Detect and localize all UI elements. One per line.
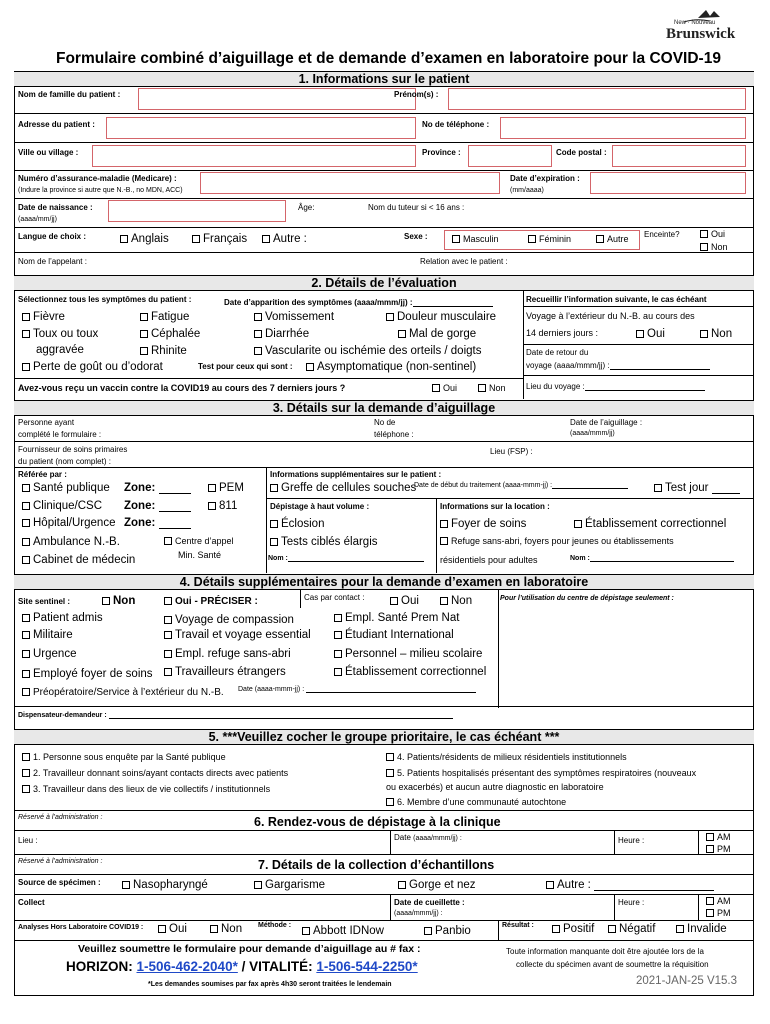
- option-ambulance[interactable]: Ambulance N.-B.: [22, 536, 120, 548]
- priority-group-4[interactable]: 4. Patients/résidents de milieux résidentiels institutionnels: [386, 752, 627, 762]
- label-lieu-6: Lieu :: [18, 836, 38, 845]
- label-info-lieu: Informations sur la location :: [440, 502, 550, 511]
- checkbox-icon: [700, 243, 708, 251]
- option-urgence[interactable]: Urgence: [22, 648, 76, 660]
- label-zone-1: Zone:: [124, 482, 191, 494]
- checkbox-icon: [706, 833, 714, 841]
- label-centre-depistage: Pour l’utilisation du centre de dépistage seulement :: [500, 595, 674, 602]
- label-date-aiguillage: Date de l’aiguillage :: [570, 418, 643, 427]
- label-medicare: Numéro d’assurance-maladie (Medicare) :: [18, 174, 177, 183]
- option-enceinte-oui[interactable]: Oui: [700, 229, 725, 239]
- label-symptomes: Sélectionnez tous les symptômes du patient :: [18, 295, 192, 304]
- label-refuge-2: résidentiels pour adultes: [440, 555, 538, 565]
- checkbox-icon: [270, 538, 278, 546]
- province-field[interactable]: [468, 145, 552, 167]
- checkbox-icon: [546, 881, 554, 889]
- option-voyage-oui[interactable]: Oui: [636, 328, 665, 340]
- checkbox-icon: [22, 614, 30, 622]
- checkbox-icon: [398, 881, 406, 889]
- checkbox-icon: [164, 631, 172, 639]
- option-hopital[interactable]: Hôpital/Urgence: [22, 517, 115, 529]
- option-contact-oui[interactable]: Oui: [390, 595, 419, 607]
- naissance-field[interactable]: [108, 200, 286, 222]
- checkbox-icon: [254, 347, 262, 355]
- option-analyses-non[interactable]: Non: [210, 923, 242, 935]
- checkbox-icon: [432, 384, 440, 392]
- date-cueillette-format: (aaaa/mmm/jj) :: [394, 910, 443, 917]
- checkbox-icon: [302, 927, 310, 935]
- date-aiguillage-format: (aaaa/mmm/jj): [570, 430, 615, 437]
- checkbox-icon: [22, 519, 30, 527]
- option-feminin[interactable]: Féminin: [528, 234, 571, 244]
- label-analyses: Analyses Hors Laboratoire COVID19 :: [18, 924, 144, 931]
- option-am-7[interactable]: AM: [706, 896, 731, 906]
- checkbox-icon: [22, 785, 30, 793]
- label-nom-depistage: Nom :: [268, 555, 424, 562]
- label-date-cueillette: Date de cueillette :: [394, 898, 465, 907]
- checkbox-icon: [120, 235, 128, 243]
- section-5-header: 5. ***Veuillez cocher le groupe prioritaire, le cas échéant ***: [14, 729, 754, 745]
- checkbox-icon: [158, 925, 166, 933]
- symptom-vomissement[interactable]: Vomissement: [254, 311, 334, 323]
- checkbox-icon: [574, 520, 582, 528]
- nom-famille-field[interactable]: [138, 88, 416, 110]
- adresse-field[interactable]: [106, 117, 416, 139]
- ville-field[interactable]: [92, 145, 416, 167]
- symptom-cephalee[interactable]: Céphalée: [140, 328, 200, 340]
- checkbox-icon: [22, 556, 30, 564]
- checkbox-icon: [22, 650, 30, 658]
- option-abbott[interactable]: Abbott IDNow: [302, 925, 384, 937]
- label-date-debut: Date de début du traitement (aaaa-mmm-jj) :: [414, 482, 628, 489]
- checkbox-icon: [440, 520, 448, 528]
- option-voyage-non[interactable]: Non: [700, 328, 732, 340]
- vitalite-label: VITALITÉ:: [249, 959, 317, 974]
- option-contact-non[interactable]: Non: [440, 595, 472, 607]
- option-clinique[interactable]: Clinique/CSC: [22, 500, 102, 512]
- option-gorge-nez[interactable]: Gorge et nez: [398, 879, 475, 891]
- option-etab-corr-4[interactable]: Établissement correctionnel: [334, 666, 486, 678]
- label-preop-date: Date (aaaa-mmm-jj) :: [238, 686, 476, 693]
- label-heure-7: Heure :: [618, 898, 645, 907]
- label-zone-3: Zone:: [124, 517, 191, 529]
- priority-group-1[interactable]: 1. Personne sous enquête par la Santé publique: [22, 752, 226, 762]
- checkbox-icon: [270, 484, 278, 492]
- ship-icon: [698, 10, 720, 18]
- horizon-fax-link[interactable]: 1-506-462-2040*: [136, 959, 238, 974]
- section-4-header: 4. Détails supplémentaires pour la demande d’examen en laboratoire: [14, 574, 754, 590]
- label-info-supp: Informations supplémentaires sur le patient :: [270, 470, 442, 479]
- checkbox-icon: [700, 330, 708, 338]
- checkbox-icon: [102, 597, 110, 605]
- option-vaccin-non[interactable]: Non: [478, 383, 506, 393]
- checkbox-icon: [334, 650, 342, 658]
- checkbox-icon: [208, 502, 216, 510]
- checkbox-icon: [636, 330, 644, 338]
- symptom-toux[interactable]: Toux ou toux: [22, 328, 98, 340]
- label-telephone: No de téléphone :: [422, 120, 490, 129]
- option-empl-refuge[interactable]: Empl. refuge sans-abri: [164, 648, 291, 660]
- checkbox-icon: [192, 235, 200, 243]
- priority-group-5[interactable]: 5. Patients hospitalisés présentant des symptômes respiratoires (nouveaux: [386, 768, 696, 778]
- symptom-fatigue[interactable]: Fatigue: [140, 311, 189, 323]
- checkbox-icon: [440, 597, 448, 605]
- section-1-header: 1. Informations sur le patient: [14, 71, 754, 87]
- checkbox-icon: [452, 235, 460, 243]
- option-gargarisme[interactable]: Gargarisme: [254, 879, 325, 891]
- label-vaccin: Avez-vous reçu un vaccin contre la COVID19 au cours des 7 derniers jours ?: [18, 383, 346, 393]
- vitalite-fax-link[interactable]: 1-506-544-2250*: [316, 959, 418, 974]
- checkbox-icon: [140, 330, 148, 338]
- label-adresse: Adresse du patient :: [18, 120, 95, 129]
- logo-top-text: New · Nouveau: [674, 20, 716, 26]
- option-preoperatoire[interactable]: Préopératoire/Service à l’extérieur du N.-B.: [22, 687, 224, 698]
- symptom-diarrhee[interactable]: Diarrhée: [254, 328, 309, 340]
- section-3-header: 3. Détails sur la demande d’aiguillage: [14, 400, 754, 416]
- option-voyage-compassion[interactable]: Voyage de compassion: [164, 614, 294, 626]
- option-masculin[interactable]: Masculin: [452, 234, 499, 244]
- label-date-6: Date (aaaa/mmm/jj) :: [394, 833, 462, 842]
- label-voyage-1: Voyage à l’extérieur du N.-B. au cours des: [526, 311, 695, 321]
- label-no-tel-1: No de: [374, 418, 396, 427]
- checkbox-icon: [386, 769, 394, 777]
- label-resultat: Résultat :: [502, 922, 534, 929]
- label-nom-famille: Nom de famille du patient :: [18, 90, 121, 99]
- expiration-field[interactable]: [590, 172, 746, 194]
- label-code-postal: Code postal :: [556, 148, 607, 157]
- label-zone-2: Zone:: [124, 500, 191, 512]
- footer-note: *Les demandes soumises par fax après 4h30 seront traitées le lendemain: [148, 981, 392, 988]
- label-age: Âge:: [298, 203, 315, 212]
- label-recueillir: Recueillir l’information suivante, le cas échéant: [526, 295, 707, 304]
- label-enceinte: Enceinte?: [644, 230, 680, 239]
- checkbox-icon: [706, 897, 714, 905]
- checkbox-icon: [334, 614, 342, 622]
- checkbox-icon: [22, 688, 30, 696]
- symptom-perte-gout[interactable]: Perte de goût ou d’odorat: [22, 361, 163, 373]
- label-depistage: Dépistage à haut volume :: [270, 502, 370, 511]
- symptom-vascularite[interactable]: Vascularite ou ischémie des orteils / doigts: [254, 345, 481, 357]
- option-greffe[interactable]: Greffe de cellules souches: [270, 482, 416, 494]
- checkbox-icon: [164, 650, 172, 658]
- checkbox-icon: [596, 235, 604, 243]
- checkbox-icon: [22, 631, 30, 639]
- label-referee: Référée par :: [18, 470, 67, 479]
- option-pm-7[interactable]: PM: [706, 908, 731, 918]
- option-autre-source[interactable]: Autre :: [546, 879, 714, 891]
- checkbox-icon: [164, 668, 172, 676]
- logo-main-text: Brunswick: [666, 26, 736, 42]
- label-heure-6: Heure :: [618, 836, 645, 845]
- label-reserve-7: Réservé à l’administration :: [18, 858, 103, 865]
- footer-fax-line: Veuillez soumettre le formulaire pour demande d’aiguillage au # fax :: [78, 943, 421, 955]
- checkbox-icon: [140, 347, 148, 355]
- checkbox-icon: [386, 753, 394, 761]
- checkbox-icon: [608, 925, 616, 933]
- label-cas-contact: Cas par contact :: [304, 593, 365, 602]
- checkbox-icon: [164, 537, 172, 545]
- option-centre-appel[interactable]: Centre d’appel: [164, 536, 234, 546]
- checkbox-icon: [122, 881, 130, 889]
- option-etudiant[interactable]: Étudiant International: [334, 629, 454, 641]
- option-travail-voyage[interactable]: Travail et voyage essential: [164, 629, 311, 641]
- priority-group-6[interactable]: 6. Membre d’une communauté autochtone: [386, 797, 566, 807]
- label-no-tel-2: téléphone :: [374, 430, 414, 439]
- option-tests-cibles[interactable]: Tests ciblés élargis: [270, 536, 378, 548]
- label-naissance: Date de naissance :: [18, 203, 93, 212]
- label-langue: Langue de choix :: [18, 232, 87, 241]
- option-sentinel-oui[interactable]: Oui - PRÉCISER :: [164, 596, 258, 607]
- option-refuge[interactable]: Refuge sans-abri, foyers pour jeunes ou établissements: [440, 536, 674, 546]
- footer-right-2: collecte du spécimen avant de soumettre la réquisition: [516, 960, 709, 969]
- label-retour-2: voyage (aaaa/mmm/jj) :: [526, 361, 710, 370]
- label-fournisseur-1: Fournisseur de soins primaires: [18, 445, 128, 454]
- option-positif[interactable]: Positif: [552, 923, 594, 935]
- checkbox-icon: [700, 230, 708, 238]
- checkbox-icon: [440, 537, 448, 545]
- option-pm-6[interactable]: PM: [706, 844, 731, 854]
- checkbox-icon: [334, 631, 342, 639]
- label-methode: Méthode :: [258, 922, 292, 929]
- label-sexe: Sexe :: [404, 232, 428, 241]
- priority-group-3[interactable]: 3. Travailleur dans des lieux de vie collectifs / institutionnels: [22, 784, 270, 794]
- checkbox-icon: [676, 925, 684, 933]
- checkbox-icon: [22, 670, 30, 678]
- checkbox-icon: [22, 502, 30, 510]
- telephone-field[interactable]: [500, 117, 746, 139]
- label-min-sante: Min. Santé: [178, 550, 222, 560]
- new-brunswick-logo: [636, 8, 746, 42]
- checkbox-icon: [140, 313, 148, 321]
- option-eclosion[interactable]: Éclosion: [270, 518, 324, 530]
- label-appelant: Nom de l’appelant :: [18, 257, 87, 266]
- symptom-mal-gorge[interactable]: Mal de gorge: [398, 328, 476, 340]
- label-relation: Relation avec le patient :: [420, 257, 508, 266]
- symptom-toux-aggravee: aggravée: [36, 344, 84, 356]
- option-autre-langue[interactable]: Autre :: [262, 233, 307, 245]
- checkbox-icon: [386, 313, 394, 321]
- checkbox-icon: [22, 753, 30, 761]
- checkbox-icon: [528, 235, 536, 243]
- option-employe-foyer[interactable]: Employé foyer de soins: [22, 668, 153, 680]
- label-fournisseur-2: du patient (nom complet) :: [18, 457, 111, 466]
- label-nom-lieu: Nom :: [570, 555, 734, 562]
- prenoms-field[interactable]: [448, 88, 746, 110]
- expiration-format: (mm/aaaa): [510, 187, 544, 194]
- option-foyer[interactable]: Foyer de soins: [440, 518, 526, 530]
- label-lieu-voyage: Lieu du voyage :: [526, 382, 705, 391]
- option-francais[interactable]: Français: [192, 233, 247, 245]
- option-pem[interactable]: PEM: [208, 482, 244, 494]
- symptom-fievre[interactable]: Fièvre: [22, 311, 65, 323]
- checkbox-icon: [164, 616, 172, 624]
- checkbox-icon: [424, 927, 432, 935]
- priority-group-2[interactable]: 2. Travailleur donnant soins/ayant contacts directs avec patients: [22, 768, 288, 778]
- checkbox-icon: [654, 484, 662, 492]
- option-nasopharynge[interactable]: Nasopharyngé: [122, 879, 208, 891]
- naissance-format: (aaaa/mm/jj): [18, 216, 57, 223]
- label-ville: Ville ou village :: [18, 148, 79, 157]
- checkbox-icon: [706, 909, 714, 917]
- label-site-sentinel: Site sentinel :: [18, 597, 71, 606]
- option-negatif[interactable]: Négatif: [608, 923, 655, 935]
- option-autre-sexe[interactable]: Autre: [596, 234, 629, 244]
- label-tuteur: Nom du tuteur si < 16 ans :: [368, 203, 465, 212]
- footer-right-1: Toute information manquante doit être ajoutée lors de la: [506, 947, 704, 956]
- label-personne-1: Personne ayant: [18, 418, 75, 427]
- checkbox-icon: [22, 538, 30, 546]
- label-personne-2: complété le formulaire :: [18, 430, 102, 439]
- checkbox-icon: [262, 235, 270, 243]
- checkbox-icon: [306, 363, 314, 371]
- option-panbio[interactable]: Panbio: [424, 925, 471, 937]
- option-sante-publique[interactable]: Santé publique: [22, 482, 110, 494]
- checkbox-icon: [390, 597, 398, 605]
- option-asymptomatique[interactable]: Asymptomatique (non-sentinel): [306, 361, 476, 373]
- checkbox-icon: [386, 798, 394, 806]
- checkbox-icon: [254, 881, 262, 889]
- option-patient-admis[interactable]: Patient admis: [22, 612, 103, 624]
- option-enceinte-non[interactable]: Non: [700, 242, 728, 252]
- label-lieu-fsp: Lieu (FSP) :: [490, 447, 533, 456]
- checkbox-icon: [270, 520, 278, 528]
- checkbox-icon: [208, 484, 216, 492]
- option-vaccin-oui[interactable]: Oui: [432, 383, 457, 393]
- checkbox-icon: [254, 330, 262, 338]
- option-test-jour[interactable]: Test jour: [654, 482, 740, 494]
- checkbox-icon: [254, 313, 262, 321]
- option-analyses-oui[interactable]: Oui: [158, 923, 187, 935]
- section-7-header: 7. Détails de la collection d’échantillons: [258, 858, 495, 872]
- option-personnel-scolaire[interactable]: Personnel – milieu scolaire: [334, 648, 482, 660]
- checkbox-icon: [478, 384, 486, 392]
- label-province: Province :: [422, 148, 461, 157]
- checkbox-icon: [22, 313, 30, 321]
- option-sentinel-non[interactable]: Non: [102, 595, 135, 607]
- label-test-pour: Test pour ceux qui sont :: [198, 362, 293, 371]
- label-expiration: Date d’expiration :: [510, 174, 580, 183]
- option-etab-correctionnel[interactable]: Établissement correctionnel: [574, 518, 726, 530]
- checkbox-icon: [22, 363, 30, 371]
- checkbox-icon: [22, 769, 30, 777]
- medicare-note: (Indure la province si autre que N.-B., no MDN, ACC): [18, 187, 183, 194]
- label-source: Source de spécimen :: [18, 878, 101, 887]
- version-label: 2021-JAN-25 V15.3: [636, 975, 738, 987]
- option-811[interactable]: 811: [208, 500, 237, 512]
- label-prenoms: Prénom(s) :: [394, 90, 439, 99]
- priority-group-5-cont: ou exacerbés) et aucun autre diagnostic en laboratoire: [386, 782, 604, 792]
- option-anglais[interactable]: Anglais: [120, 233, 169, 245]
- option-militaire[interactable]: Militaire: [22, 629, 73, 641]
- checkbox-icon: [552, 925, 560, 933]
- option-invalide[interactable]: Invalide: [676, 923, 727, 935]
- option-cabinet[interactable]: Cabinet de médecin: [22, 554, 135, 566]
- option-travailleurs-etrangers[interactable]: Travailleurs étrangers: [164, 666, 286, 678]
- symptom-douleur[interactable]: Douleur musculaire: [386, 311, 496, 323]
- label-reserve-6: Réservé à l’administration :: [18, 814, 103, 821]
- horizon-label: HORIZON:: [66, 959, 137, 974]
- checkbox-icon: [398, 330, 406, 338]
- checkbox-icon: [334, 668, 342, 676]
- checkbox-icon: [706, 845, 714, 853]
- checkbox-icon: [22, 484, 30, 492]
- form-title: Formulaire combiné d’aiguillage et de demande d’examen en laboratoire pour la COVID-19: [56, 50, 721, 67]
- option-am-6[interactable]: AM: [706, 832, 731, 842]
- label-retour-1: Date de retour du: [526, 348, 589, 357]
- option-empl-sante[interactable]: Empl. Santé Prem Nat: [334, 612, 459, 624]
- code-postal-field[interactable]: [612, 145, 746, 167]
- section-6-header: 6. Rendez-vous de dépistage à la clinique: [254, 815, 501, 829]
- label-voyage-2: 14 derniers jours :: [526, 328, 599, 338]
- checkbox-icon: [210, 925, 218, 933]
- label-dispensateur: Dispensateur-demandeur :: [18, 712, 453, 719]
- label-collect: Collect: [18, 898, 45, 907]
- footer-fax-numbers: HORIZON: 1-506-462-2040* / VITALITÉ: 1-506-544-2250*: [66, 959, 418, 974]
- section-2-header: 2. Détails de l’évaluation: [14, 275, 754, 291]
- checkbox-icon: [22, 330, 30, 338]
- medicare-field[interactable]: [200, 172, 500, 194]
- checkbox-icon: [164, 597, 172, 605]
- symptom-rhinite[interactable]: Rhinite: [140, 345, 187, 357]
- label-date-apparition: Date d’apparition des symptômes (aaaa/mmm/jj) :: [224, 298, 493, 307]
